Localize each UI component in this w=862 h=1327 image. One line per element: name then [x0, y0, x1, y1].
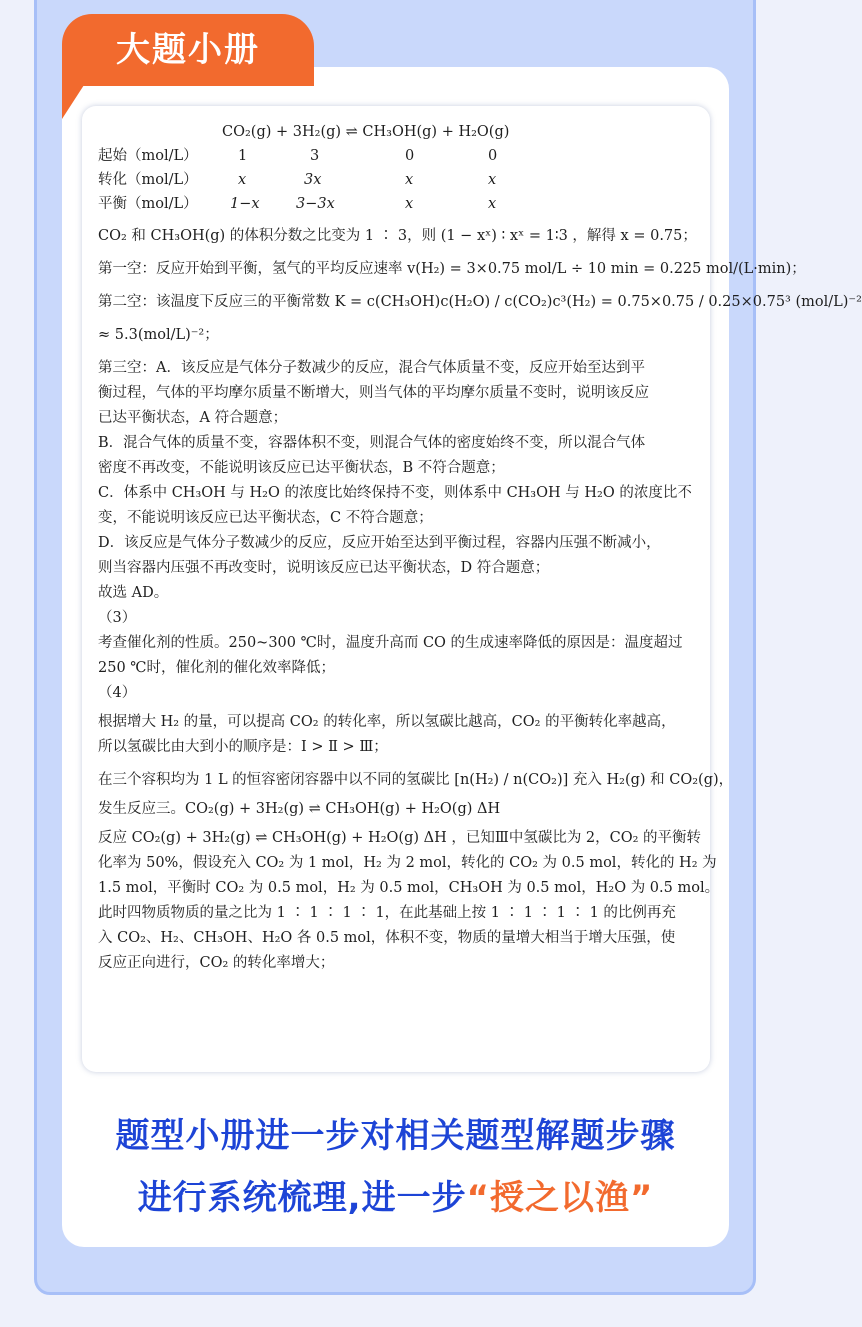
- text-line: ≈ 5.3(mol/L)⁻²；: [98, 327, 219, 343]
- cell-value: 0: [405, 148, 415, 164]
- text-line: 发生反应三。CO₂(g) + 3H₂(g) ⇌ CH₃OH(g) + H₂O(g) ΔH: [98, 801, 501, 817]
- text-line: 已达平衡状态，A 符合题意；: [98, 410, 288, 426]
- text-line: 化率为 50%，假设充入 CO₂ 为 1 mol，H₂ 为 2 mol，转化的 CO₂ 为 0.5 mol，转化的 H₂ 为: [98, 855, 717, 871]
- table-row: [98, 192, 738, 216]
- footer-line-2-prefix: 进行系统梳理,进一步: [137, 1178, 467, 1218]
- text-line: 1.5 mol，平衡时 CO₂ 为 0.5 mol，H₂ 为 0.5 mol，CH₃OH 为 0.5 mol，H₂O 为 0.5 mol。: [98, 880, 720, 896]
- cell-value: 3x: [304, 172, 322, 188]
- text-line: 在三个容积均为 1 L 的恒容密闭容器中以不同的氢碳比 [n(H₂) / n(CO₂)] 充入 H₂(g) 和 CO₂(g)，: [98, 772, 734, 788]
- text-line: 故选 AD。: [98, 585, 169, 601]
- text-line: 考查催化剂的性质。250~300 ℃时，温度升高而 CO 的生成速率降低的原因是：温度超过: [98, 635, 683, 651]
- cell-value: 1−x: [230, 196, 260, 212]
- row-label: 起始（mol/L）: [98, 148, 198, 164]
- text-line: 所以氢碳比由大到小的顺序是：Ⅰ > Ⅱ > Ⅲ；: [98, 739, 388, 755]
- text-line: 衡过程，气体的平均摩尔质量不断增大，则当气体的平均摩尔质量不变时，说明该反应: [98, 385, 649, 401]
- cell-value: 1: [238, 148, 248, 164]
- text-line: （4）: [98, 685, 137, 701]
- cell-value: 3: [310, 148, 320, 164]
- cell-value: x: [488, 196, 497, 212]
- text-line: 第三空：A．该反应是气体分子数减少的反应，混合气体质量不变，反应开始至达到平: [98, 360, 645, 376]
- text-line: CO₂ 和 CH₃OH(g) 的体积分数之比变为 1 ∶ 3，则 (1 − xˣ) ∶ xˣ = 1∶3 ，解得 x = 0.75；: [98, 228, 697, 244]
- reaction-equation: CO₂(g) + 3H₂(g) ⇌ CH₃OH(g) + H₂O(g): [222, 124, 510, 140]
- text-line: 反应正向进行，CO₂ 的转化率增大；: [98, 955, 335, 971]
- cell-value: 3−3x: [296, 196, 335, 212]
- cell-value: x: [238, 172, 247, 188]
- cell-value: x: [405, 172, 414, 188]
- footer-line-2: [62, 1170, 729, 1219]
- cell-value: 0: [488, 148, 498, 164]
- section-tag: 大题小册: [62, 14, 314, 86]
- document-card: [82, 106, 862, 1072]
- cell-value: x: [488, 172, 497, 188]
- text-line: 则当容器内压强不再改变时，说明该反应已达平衡状态，D 符合题意；: [98, 560, 550, 576]
- reaction-equation-row: [98, 120, 738, 144]
- text-line: 反应 CO₂(g) + 3H₂(g) ⇌ CH₃OH(g) + H₂O(g) ΔH ，已知Ⅲ中氢碳比为 2，CO₂ 的平衡转: [98, 830, 702, 846]
- cell-value: x: [405, 196, 414, 212]
- text-line: C．体系中 CH₃OH 与 H₂O 的浓度比始终保持不变，则体系中 CH₃OH 与 H₂O 的浓度比不: [98, 485, 692, 501]
- text-line: D．该反应是气体分子数减少的反应，反应开始至达到平衡过程，容器内压强不断减小，: [98, 535, 661, 551]
- text-line: 密度不再改变，不能说明该反应已达平衡状态，B 不符合题意；: [98, 460, 505, 476]
- footer-line-2-highlight: “授之以渔”: [466, 1178, 654, 1218]
- table-row: [98, 144, 738, 168]
- row-label: 平衡（mol/L）: [98, 196, 198, 212]
- text-line: 此时四物质物质的量之比为 1 ∶ 1 ∶ 1 ∶ 1，在此基础上按 1 ∶ 1 ∶ 1 ∶ 1 的比例再充: [98, 905, 676, 921]
- table-row: [98, 168, 738, 192]
- text-line: 第一空：反应开始到平衡，氢气的平均反应速率 v(H₂) = 3×0.75 mol/L ÷ 10 min = 0.225 mol/(L·min)；: [98, 261, 806, 277]
- document-content: [98, 120, 862, 976]
- row-label: 转化（mol/L）: [98, 172, 198, 188]
- text-line: B．混合气体的质量不变，容器体积不变，则混合气体的密度始终不变，所以混合气体: [98, 435, 646, 451]
- text-line: 第二空：该温度下反应三的平衡常数 K = c(CH₃OH)c(H₂O) / c(CO₂)c³(H₂) = 0.75×0.75 / 0.25×0.75³ (mol/L)⁻²: [98, 294, 862, 310]
- text-line: 变，不能说明该反应已达平衡状态，C 不符合题意；: [98, 510, 433, 526]
- text-line: 250 ℃时，催化剂的催化效率降低；: [98, 660, 336, 676]
- text-line: 根据增大 H₂ 的量，可以提高 CO₂ 的转化率，所以氢碳比越高，CO₂ 的平衡转化率越高，: [98, 714, 676, 730]
- text-line: 入 CO₂、H₂、CH₃OH、H₂O 各 0.5 mol，体积不变，物质的量增大相当于增大压强，使: [98, 930, 676, 946]
- text-line: （3）: [98, 610, 137, 626]
- footer-line-1: 题型小册进一步对相关题型解题步骤: [115, 1116, 676, 1156]
